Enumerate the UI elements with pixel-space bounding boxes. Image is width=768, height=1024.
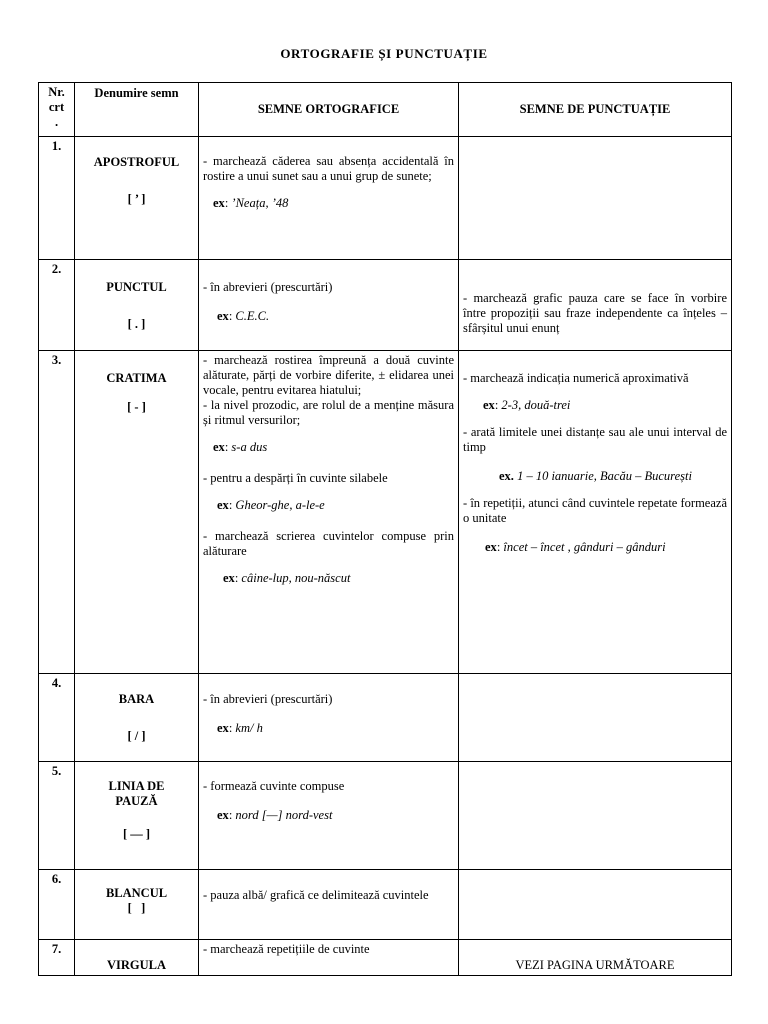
sign-name: PUNCTUL (106, 280, 167, 294)
ortho-text: - marchează repetițiile de cuvinte (203, 942, 370, 956)
example: ex. 1 – 10 ianuarie, Bacău – București (499, 469, 692, 483)
sign-name: VIRGULA (106, 958, 167, 972)
ortho-cell (199, 870, 459, 940)
ortho-text: - în abrevieri (prescurtări) (203, 280, 333, 294)
punct-text: - în repetiții, atunci când cuvintele repetate formează o unitate (463, 496, 727, 525)
ortho-cell (199, 260, 459, 351)
punct-text: - marchează grafic pauza care se face în vorbire între propoziții sau fraze independente ca înțeles – sfârșitul unui enunț (463, 291, 727, 335)
punct-cell (459, 674, 732, 762)
next-page-note: VEZI PAGINA URMĂTOARE (459, 940, 732, 976)
row-number: 6. (39, 870, 75, 940)
row-number: 1. (39, 137, 75, 260)
example: ex: C.E.C. (217, 309, 270, 323)
sign-name: APOSTROFUL (93, 155, 180, 169)
header-nr: Nr. crt . (39, 83, 75, 137)
row-number: 7. (39, 940, 75, 976)
sign-symbol: [ - ] (127, 400, 146, 414)
row-number: 3. (39, 351, 75, 674)
example: ex: s-a dus (213, 440, 268, 454)
ortho-cell (199, 762, 459, 870)
table-row (39, 351, 732, 674)
sign-name-cell (75, 674, 199, 762)
example: ex: km/ h (217, 721, 263, 735)
header-name: Denumire semn (75, 83, 199, 137)
sign-name-cell (75, 870, 199, 940)
sign-name-cell (75, 762, 199, 870)
row-number: 5. (39, 762, 75, 870)
ortho-text: - în abrevieri (prescurtări) (203, 692, 333, 706)
table-row (39, 762, 732, 870)
sign-name-cell (75, 260, 199, 351)
sign-name: CRATIMA (106, 371, 167, 385)
sign-symbol: [ ’ ] (127, 192, 146, 206)
ortho-cell (199, 940, 459, 976)
ortho-cell (199, 137, 459, 260)
punctuation-table (38, 82, 732, 976)
sign-name-cell (75, 940, 199, 976)
table-row (39, 674, 732, 762)
sign-symbol: [ . ] (127, 317, 146, 331)
sign-name: LINIA DE PAUZĂ (108, 779, 165, 808)
sign-name: BARA (118, 692, 155, 706)
punct-cell (459, 762, 732, 870)
ortho-text: - pauza albă/ grafică ce delimitează cuvintele (203, 888, 429, 902)
sign-symbol: [ / ] (127, 729, 146, 743)
ortho-text: - la nivel prozodic, are rolul de a menține măsura și ritmul versurilor; (203, 398, 454, 427)
sign-symbol: [ — ] (122, 827, 151, 841)
ortho-text: - pentru a despărți în cuvinte silabele (203, 471, 388, 485)
punct-cell (459, 260, 732, 351)
header-ortho: SEMNE ORTOGRAFICE (199, 83, 459, 137)
example: ex: încet – încet , gânduri – gânduri (485, 540, 666, 554)
punct-text: - arată limitele unei distanțe sau ale unui interval de timp (463, 425, 727, 454)
table-row (39, 870, 732, 940)
example: ex: câine-lup, nou-născut (223, 571, 351, 585)
table-header-row (39, 83, 732, 137)
ortho-text: - formează cuvinte compuse (203, 779, 345, 793)
ortho-cell (199, 674, 459, 762)
ortho-text: - marchează căderea sau absența accidentală în rostire a unui sunet sau a unui grup de sunete; (203, 154, 454, 183)
ortho-cell (199, 351, 459, 674)
page-title: ORTOGRAFIE ȘI PUNCTUAȚIE (280, 46, 488, 61)
example: ex: Gheor-ghe, a-le-e (217, 498, 325, 512)
header-punct: SEMNE DE PUNCTUAȚIE (459, 83, 732, 137)
punct-cell (459, 870, 732, 940)
sign-name: BLANCUL (105, 886, 168, 900)
punct-cell (459, 351, 732, 674)
sign-name-cell (75, 137, 199, 260)
sign-symbol: [ ] (127, 901, 146, 915)
table-row (39, 137, 732, 260)
ortho-text: - marchează rostirea împreună a două cuvinte alăturate, părți de vorbire diferite, ± elidarea unei vocale, pentru evitarea hiatului; (203, 353, 454, 397)
row-number: 2. (39, 260, 75, 351)
table-row (39, 260, 732, 351)
example: ex: ’Neața, ’48 (213, 196, 289, 210)
example: ex: 2-3, două-trei (483, 398, 571, 412)
example: ex: nord [—] nord-vest (217, 808, 333, 822)
row-number: 4. (39, 674, 75, 762)
punct-cell (459, 137, 732, 260)
ortho-text: - marchează scrierea cuvintelor compuse prin alăturare (203, 529, 454, 558)
punct-text: - marchează indicația numerică aproximativă (463, 371, 689, 385)
table-row (39, 940, 732, 976)
sign-name-cell (75, 351, 199, 674)
